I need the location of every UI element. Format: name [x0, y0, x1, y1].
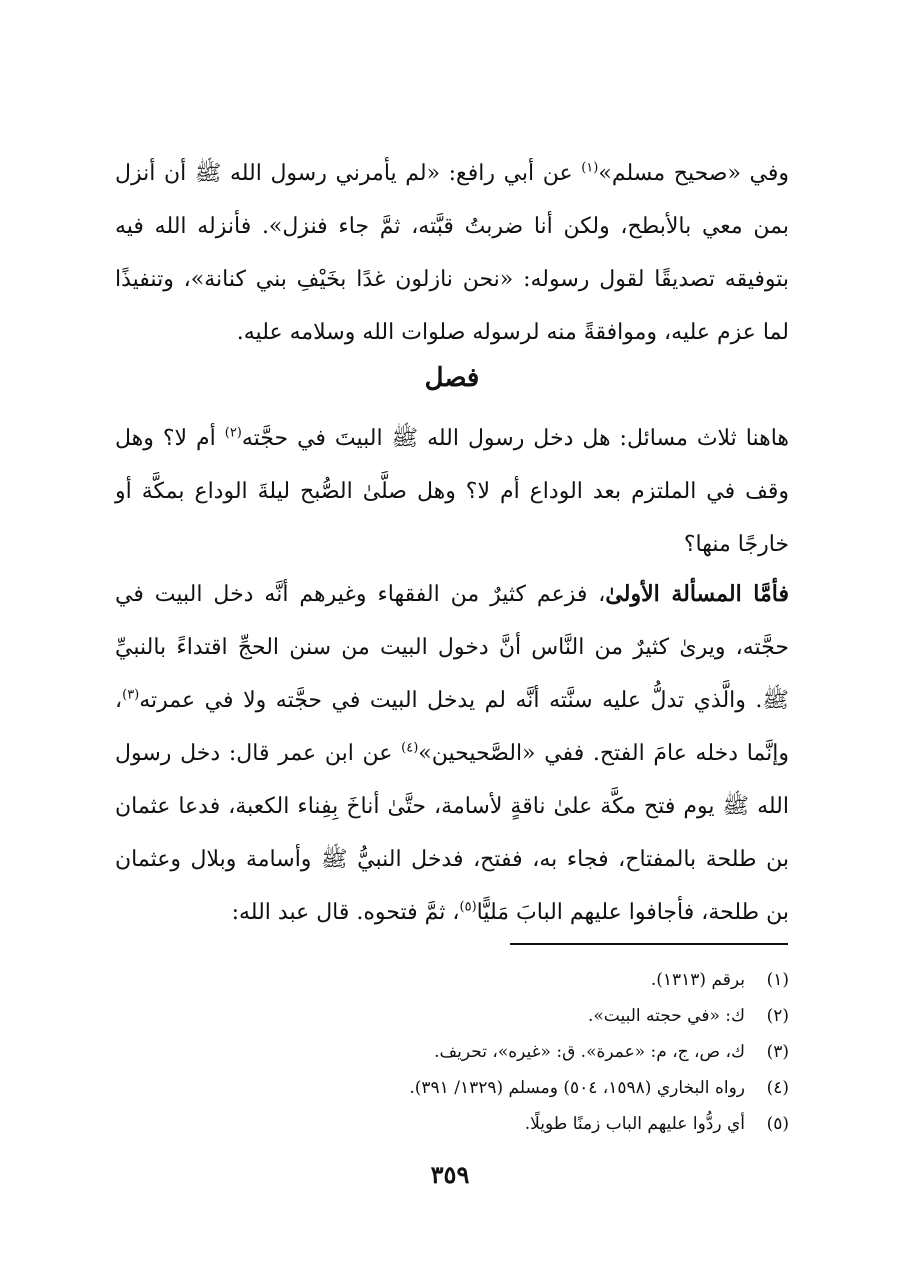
footnote-item — [115, 962, 789, 998]
footnote-item — [115, 998, 789, 1034]
paragraph-2 — [115, 412, 789, 571]
paragraph-3-text-d: ، ثمَّ فتحوه. قال عبد الله: — [231, 900, 460, 925]
footnote-text: أي ردُّوا عليهم الباب زمنًا طويلًا. — [524, 1114, 745, 1134]
paragraph-2-text-a: هاهنا ثلاث مسائل: هل دخل رسول الله ﷺ البيتَ في حجَّته — [241, 426, 789, 451]
footnote-number: (١) — [766, 970, 789, 990]
footnote-ref-5[interactable]: (٥) — [459, 899, 477, 915]
footnote-text: برقم (١٣١٣). — [650, 970, 745, 990]
footnote-ref-1[interactable]: (١) — [581, 160, 599, 176]
footnotes-list — [115, 962, 789, 1142]
footnote-item — [115, 1106, 789, 1142]
footnote-text: ك، ص، ج، م: «عمرة». ق: «غيره»، تحريف. — [434, 1042, 745, 1062]
footnote-number: (٤) — [766, 1078, 789, 1098]
paragraph-2-text-b: أم لا؟ وهل وقف في الملتزم بعد الوداع أم لا؟ وهل صلَّىٰ الصُّبح ليلةَ الوداع بمكَّة أو خارجًا منها؟ — [115, 426, 789, 557]
footnote-text: رواه البخاري (١٥٩٨، ٥٠٤) ومسلم (١٣٢٩/ ٣٩١). — [409, 1078, 745, 1098]
footnote-divider — [510, 943, 788, 945]
page-number: ٣٥٩ — [430, 1160, 470, 1189]
paragraph-3-text-c: عن ابن عمر قال: دخل رسول الله ﷺ يوم فتح مكَّة علىٰ ناقةٍ لأسامة، حتَّىٰ أناخَ بِفِناء الكعبة، فدعا عثمان بن طلحة بالمفتاح، فجاء به، ففتح، فدخل النبيُّ ﷺ وأسامة وبلال وعثمان بن طلحة، فأجافوا عليهم البابَ مَليًّا — [115, 741, 789, 925]
footnote-number: (٣) — [766, 1042, 789, 1062]
footnote-ref-4[interactable]: (٤) — [401, 740, 419, 756]
section-heading: فصل — [424, 363, 480, 393]
paragraph-1-text-b: عن أبي رافع: «لم يأمرني رسول الله ﷺ أن أنزل بمن معي بالأبطح، ولكن أنا ضربتُ قبَّته، ثمَّ جاء فنزل». فأنزله الله فيه بتوفيقه تصديقًا لقول رسوله: «نحن نازلون غدًا بخَيْفِ بني كنانة»، وتنفيذًا لما عزم عليه، وموافقةً منه لرسوله صلوات الله وسلامه عليه. — [115, 161, 789, 345]
footnote-text: ك: «في حجته البيت». — [587, 1006, 745, 1026]
footnote-ref-3[interactable]: (٣) — [122, 687, 140, 703]
footnote-number: (٥) — [766, 1114, 789, 1134]
paragraph-3-text-a: ، فزعم كثيرٌ من الفقهاء وغيرهم أنَّه دخل البيت في حجَّته، ويرىٰ كثيرٌ من النَّاس أنَّ دخول البيت من سنن الحجِّ اقتداءً بالنبيِّ ﷺ. والَّذي تدلُّ عليه سنَّته أنَّه لم يدخل البيت في حجَّته ولا في عمرته — [115, 582, 789, 713]
paragraph-3-lead: فأمَّا المسألة الأولىٰ — [605, 581, 789, 607]
footnote-ref-2[interactable]: (٢) — [224, 425, 242, 441]
paragraph-1-text-a: وفي «صحيح مسلم» — [598, 161, 789, 186]
footnote-number: (٢) — [766, 1006, 789, 1026]
paragraph-3 — [115, 568, 789, 939]
footnote-item — [115, 1034, 789, 1070]
paragraph-3-text-b: ، وإنَّما دخله عامَ الفتح. ففي «الصَّحيحين» — [115, 688, 789, 766]
paragraph-1 — [115, 147, 789, 359]
footnote-item — [115, 1070, 789, 1106]
